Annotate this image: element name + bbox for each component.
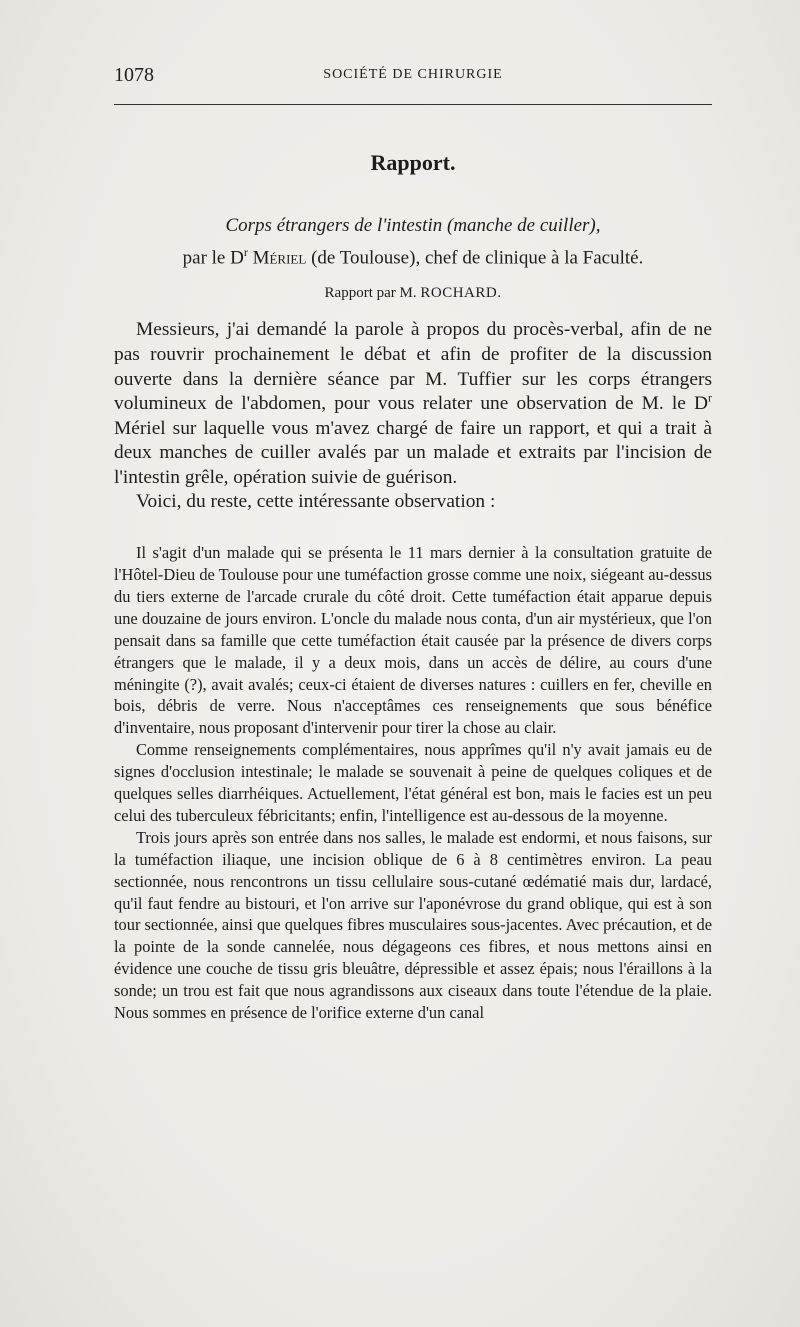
- paragraph-intro-sup: r: [708, 390, 712, 405]
- reporter-prefix: Rapport par M.: [324, 285, 417, 302]
- author-name: Mériel: [252, 247, 307, 269]
- running-head: [114, 64, 712, 88]
- article-body: [114, 150, 712, 1024]
- author-affiliation: (de Toulouse), chef de clinique à la Faculté.: [311, 247, 644, 269]
- journal-title: SOCIÉTÉ DE CHIRURGIE: [323, 67, 503, 82]
- observation-paragraph-1: Il s'agit d'un malade qui se présenta le 11 mars dernier à la consultation gratuite de l'Hôtel-Dieu de Toulouse pour une tuméfaction grosse comme une noix, siégeant au-dessus du tiers externe de l'arcade crurale du côté droit. Cette tuméfaction était apparue depuis une douzaine de jours environ. L'oncle du malade nous conta, d'un air mystérieux, que l'on pensait dans sa famille que cette tuméfaction était causée par la présence de divers corps étrangers que le malade, il y a deux mois, dans un accès de délire, au cours d'une méningite (?), avait avalés; ceux-ci étaient de diverses natures : cuillers en fer, cheville en bois, débris de verre. Nous n'acceptâmes ces renseignements que sous bénéfice d'inventaire, nous proposant d'intervenir pour tirer la chose au clair.: [114, 543, 712, 738]
- observation-paragraph-2: Comme renseignements complémentaires, nous apprîmes qu'il n'y avait jamais eu de signes d'occlusion intestinale; le malade se souvenait à peine de quelques coliques et de quelques selles diarrhéiques. Actuellement, l'état général est bon, mais le facies est un peu celui des tuberculeux fébricitants; enfin, l'intelligence est au-dessous de la moyenne.: [114, 740, 712, 825]
- report-subject: [114, 212, 712, 271]
- subject-title: Corps étrangers de l'intestin (manche de cuiller),: [225, 215, 601, 236]
- reporter-line: [114, 285, 712, 302]
- author-title-sup: r: [243, 245, 248, 259]
- paragraph-transition: Voici, du reste, cette intéressante observation :: [136, 491, 496, 513]
- author-prefix: par le D: [182, 247, 244, 269]
- paragraph-intro: [114, 318, 712, 490]
- page-number: 1078: [114, 64, 154, 86]
- header-rule: [114, 104, 712, 105]
- section-gap: [114, 515, 712, 542]
- subject-author-line: [114, 239, 712, 271]
- observation-paragraph-3: Trois jours après son entrée dans nos salles, le malade est endormi, et nous faisons, sur la tuméfaction iliaque, une incision oblique de 6 à 8 centimètres environ. La peau sectionnée, nous rencontrons un tissu cellulaire sous-cutané œdématié mais dur, lardacé, qu'il faut fendre au bistouri, et l'on arrive sur l'aponévrose du grand oblique, qui est à son tour sectionnée, ainsi que quelques fibres musculaires sous-jacentes. Avec précaution, et de la pointe de la sonde cannelée, nous dégageons ces fibres, et nous mettons ainsi en évidence une couche de tissu gris bleuâtre, dépressible et assez épais; nous l'éraillons à la sonde; un trou est fait que nous agrandissons aux ciseaux dans toute l'étendue de la plaie. Nous sommes en présence de l'orifice externe d'un canal: [114, 827, 712, 1023]
- reporter-name: ROCHARD.: [420, 285, 502, 302]
- paragraph-intro-part2: Mériel sur laquelle vous m'avez chargé de faire un rapport, et qui a trait à deux manches de cuiller avalés par un malade et extraits par l'incision de l'intestin grêle, opération suivie de guérison.: [114, 417, 712, 488]
- article-heading: Rapport.: [370, 150, 456, 175]
- paragraph-intro-part1: Messieurs, j'ai demandé la parole à propos du procès-verbal, afin de ne pas rouvrir prochainement le débat et afin de profiter de la discussion ouverte dans la dernière séance par M. Tuffier sur les corps étrangers volumineux de l'abdomen, pour vous relater une observation de M. le D: [114, 319, 712, 415]
